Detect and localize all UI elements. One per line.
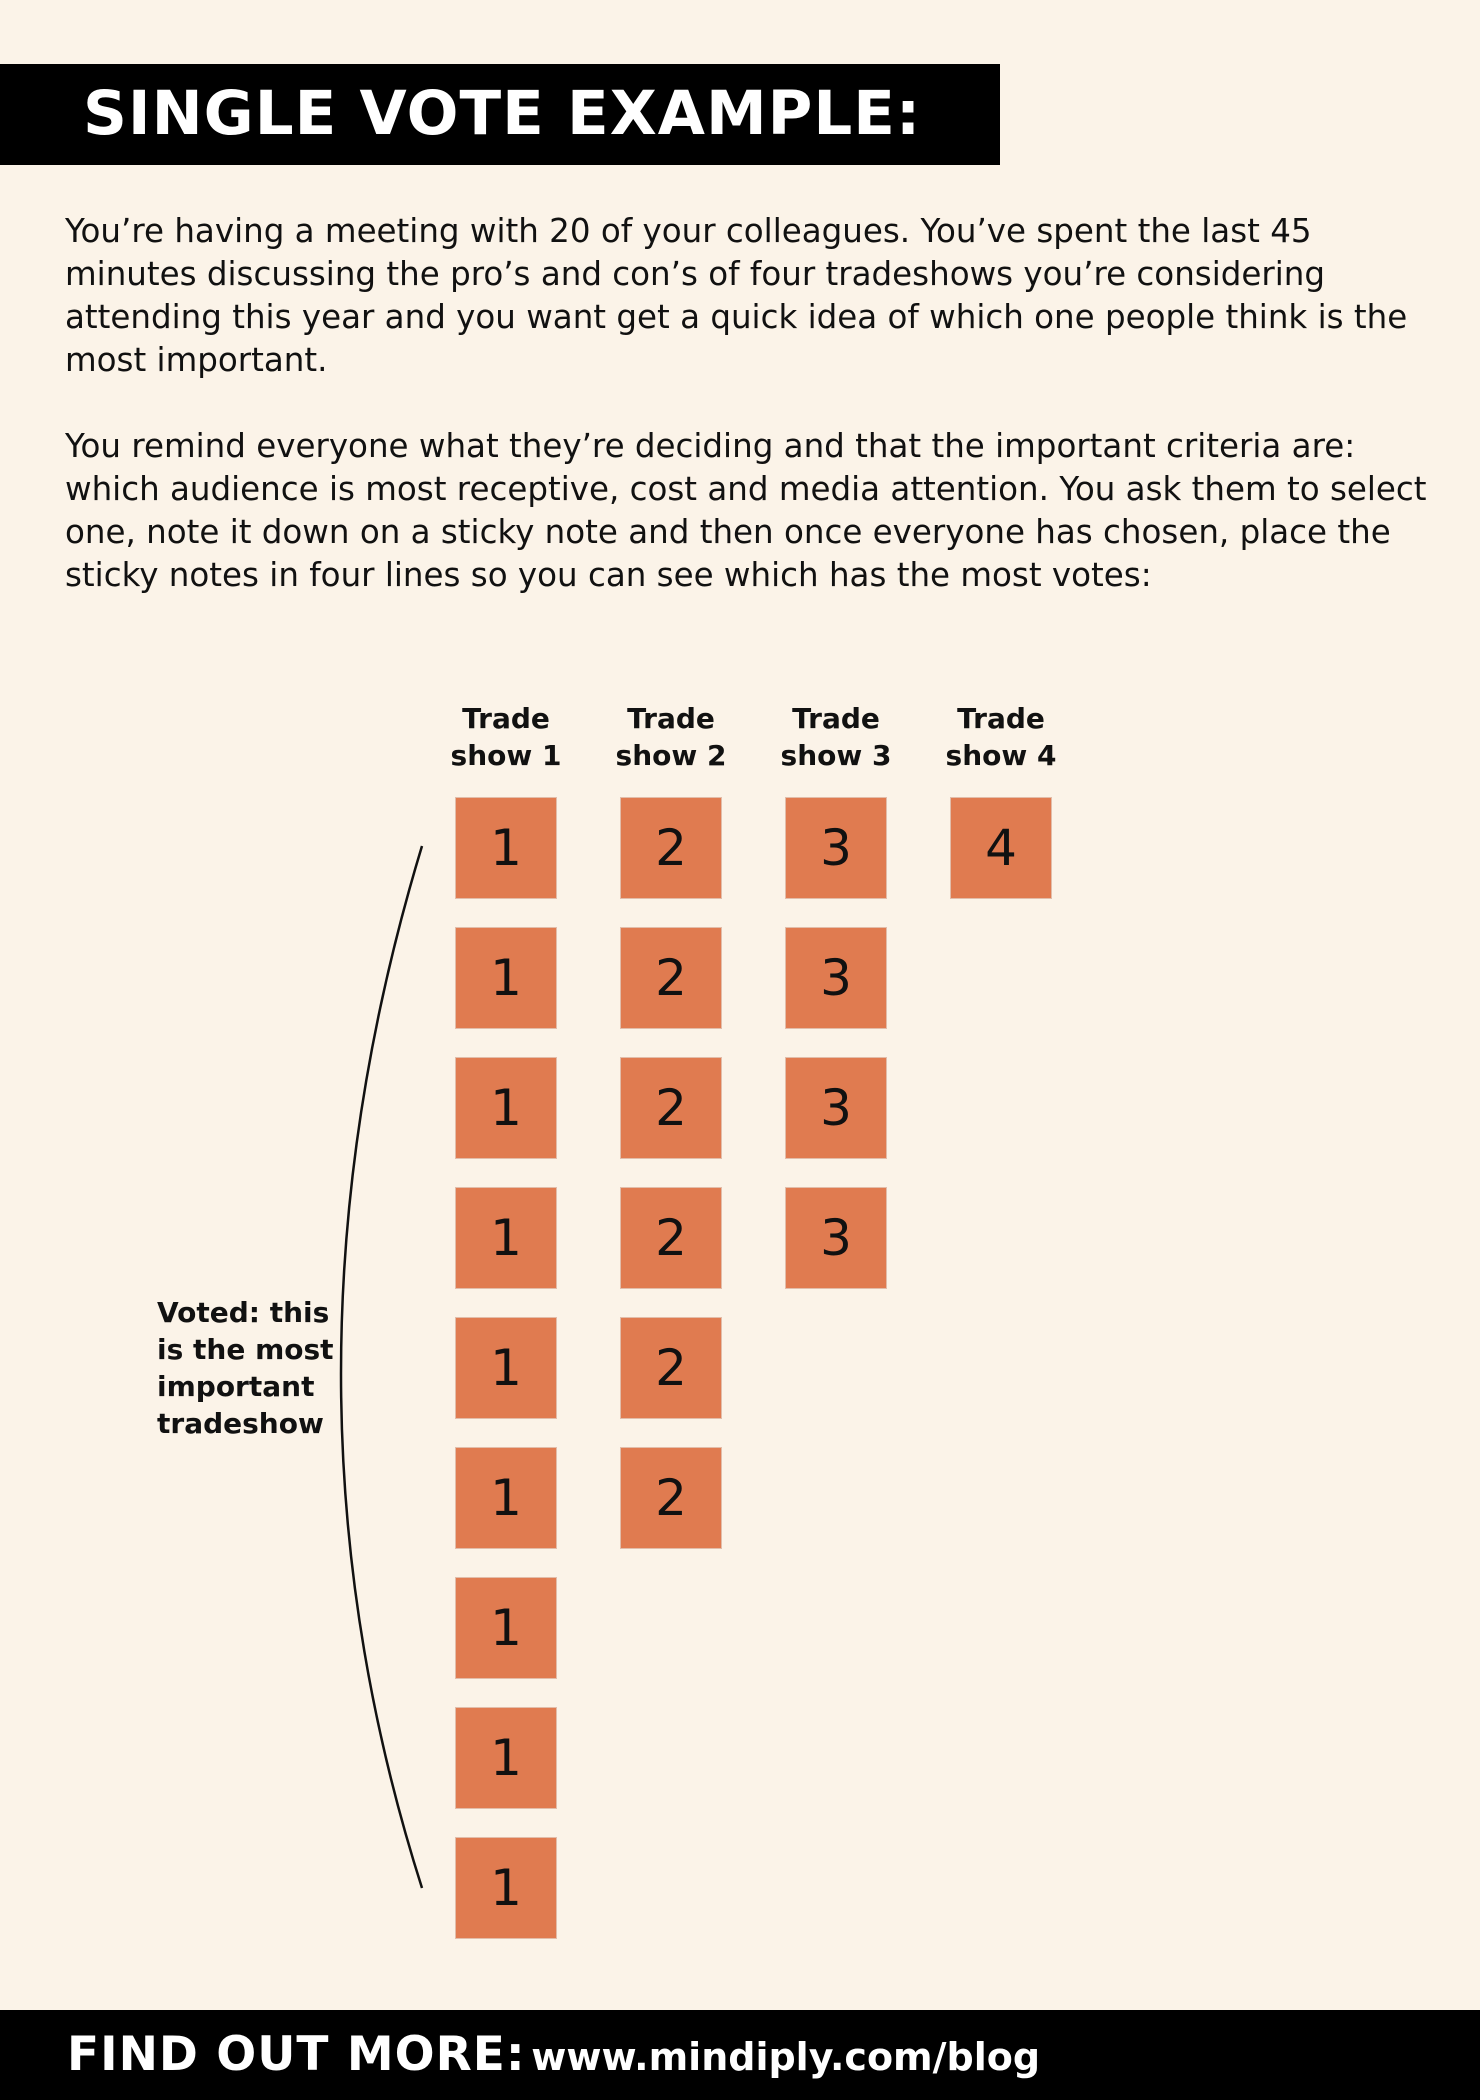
- column-header-tradeshow-1: Trade show 1: [450, 702, 562, 772]
- sticky-note-label: 2: [655, 1209, 687, 1267]
- sticky-note-label: 2: [655, 1469, 687, 1527]
- column-header-tradeshow-2: Trade show 2: [615, 702, 727, 772]
- sticky-note-label: 4: [985, 819, 1017, 877]
- sticky-note-label: 1: [490, 1859, 522, 1917]
- instructions-paragraph: You remind everyone what they’re deciding and that the important criteria are: which audience is most receptive, cost and media attention. You ask them to select one, note it down on a sticky note and then once everyone has chosen, place the sticky notes in four lines so you can see which has the most votes:: [65, 427, 1427, 594]
- footer-link[interactable]: www.mindiply.com/blog: [531, 2035, 1041, 2079]
- page-title: SINGLE VOTE EXAMPLE:: [83, 78, 922, 149]
- sticky-note-label: 2: [655, 1079, 687, 1137]
- sticky-note-label: 1: [490, 1469, 522, 1527]
- intro-paragraph: You’re having a meeting with 20 of your colleagues. You’ve spent the last 45 minutes discussing the pro’s and con’s of four tradeshows you’re considering attending this year and you want get a quick idea of which one people think is the most important.: [65, 212, 1408, 379]
- sticky-note-label: 2: [655, 819, 687, 877]
- sticky-note-label: 1: [490, 1339, 522, 1397]
- bracket-label: Voted: this is the most important tradeshow: [157, 1296, 334, 1440]
- footer-bar: [0, 2010, 1480, 2100]
- sticky-note-label: 3: [820, 949, 852, 1007]
- sticky-note-label: 3: [820, 819, 852, 877]
- footer-label: FIND OUT MORE:: [67, 2027, 526, 2082]
- sticky-note-label: 1: [490, 1729, 522, 1787]
- sticky-note-label: 1: [490, 819, 522, 877]
- column-header-tradeshow-4: Trade show 4: [945, 702, 1057, 772]
- sticky-note-label: 1: [490, 949, 522, 1007]
- sticky-note-label: 3: [820, 1209, 852, 1267]
- sticky-note-label: 1: [490, 1599, 522, 1657]
- sticky-note-label: 1: [490, 1209, 522, 1267]
- column-header-tradeshow-3: Trade show 3: [780, 702, 892, 772]
- footer-text: [67, 2028, 1040, 2092]
- sticky-note-label: 2: [655, 1339, 687, 1397]
- sticky-note-label: 1: [490, 1079, 522, 1137]
- sticky-note-label: 2: [655, 949, 687, 1007]
- sticky-note-label: 3: [820, 1079, 852, 1137]
